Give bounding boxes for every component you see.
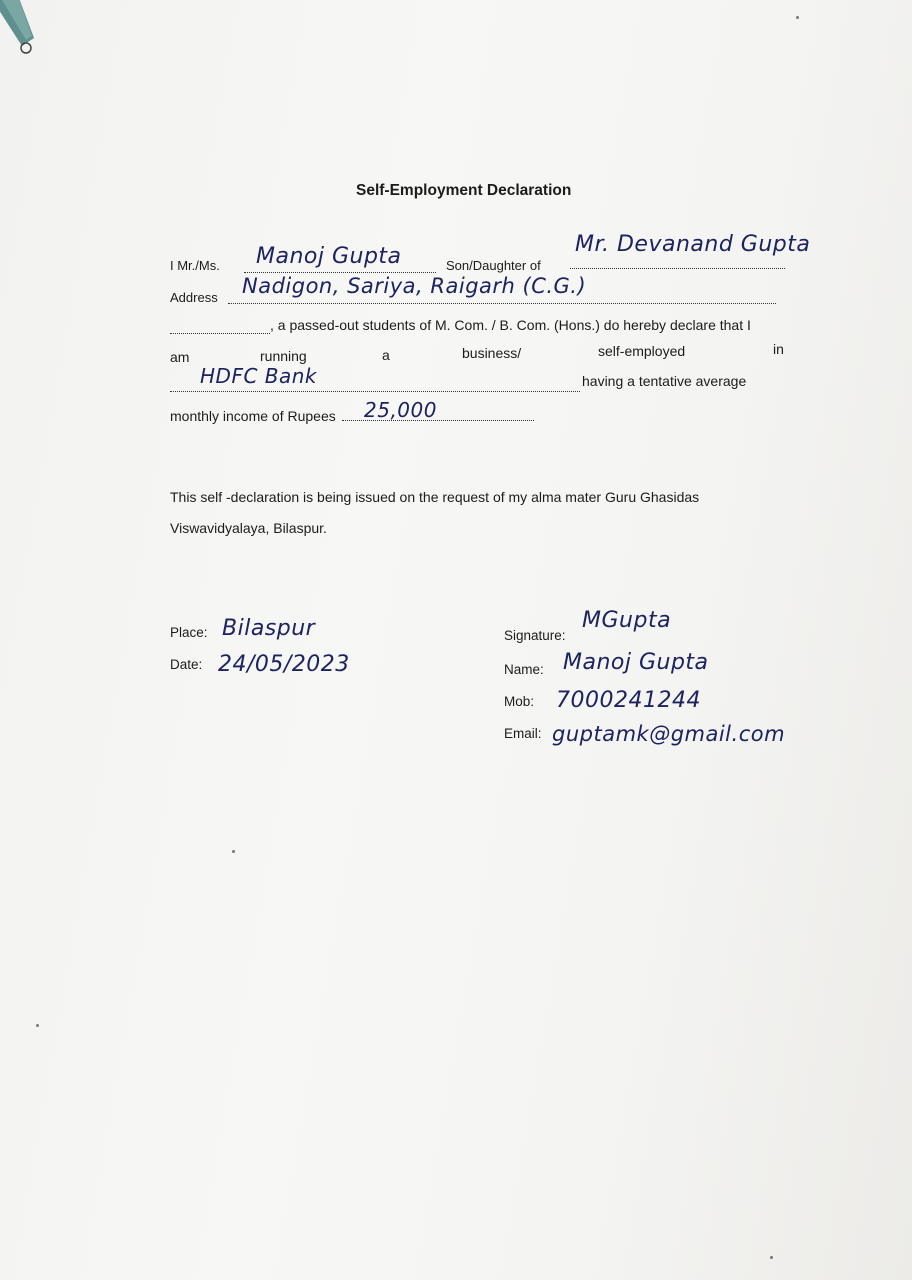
word-business: business/ [462,345,522,361]
mr-ms-label: I Mr./Ms. [170,258,220,273]
word-a: a [382,347,390,363]
email-label: Email: [504,726,542,741]
income-handwritten: 25,000 [364,398,437,422]
date-label: Date: [170,657,203,672]
income-label: monthly income of Rupees [170,408,336,424]
speck [770,1256,773,1259]
email-handwritten: guptamk@gmail.com [552,722,786,746]
declaration-line-3: , a passed-out students of M. Com. / B. Com. (Hons.) do hereby declare that I [270,317,751,333]
word-in: in [773,341,784,357]
speck [796,16,799,19]
name-label: Name: [504,662,544,677]
date-handwritten: 24/05/2023 [218,652,350,677]
speck [232,850,235,853]
dotted-line-3 [170,333,270,334]
parent-name-handwritten: Mr. Devanand Gupta [575,232,811,257]
word-running: running [260,348,307,364]
mob-label: Mob: [504,694,535,709]
place-label: Place: [170,625,208,640]
word-self-employed: self-employed [598,343,686,359]
business-suffix: having a tentative average [582,373,747,389]
signature-label: Signature: [504,628,566,643]
parent-dotted-line [570,268,785,269]
request-line-1: This self -declaration is being issued on the request of my alma mater Guru Ghasidas [170,489,700,505]
request-line-2: Viswavidyalaya, Bilaspur. [170,520,327,536]
son-daughter-label: Son/Daughter of [446,258,541,273]
word-am: am [170,349,190,365]
binder-tag-icon [0,0,46,60]
document-title: Self-Employment Declaration [356,182,572,199]
applicant-name-handwritten: Manoj Gupta [256,244,402,269]
business-dotted-line [170,391,580,392]
address-handwritten: Nadigon, Sariya, Raigarh (C.G.) [242,274,587,298]
signature-handwritten: MGupta [582,608,672,633]
name-dotted-line [244,272,436,273]
address-label: Address [170,290,218,305]
name-handwritten: Manoj Gupta [563,650,709,675]
mob-handwritten: 7000241244 [556,688,701,713]
business-handwritten: HDFC Bank [200,364,317,388]
place-handwritten: Bilaspur [222,616,316,641]
address-dotted-line [228,303,776,304]
speck [36,1024,39,1027]
